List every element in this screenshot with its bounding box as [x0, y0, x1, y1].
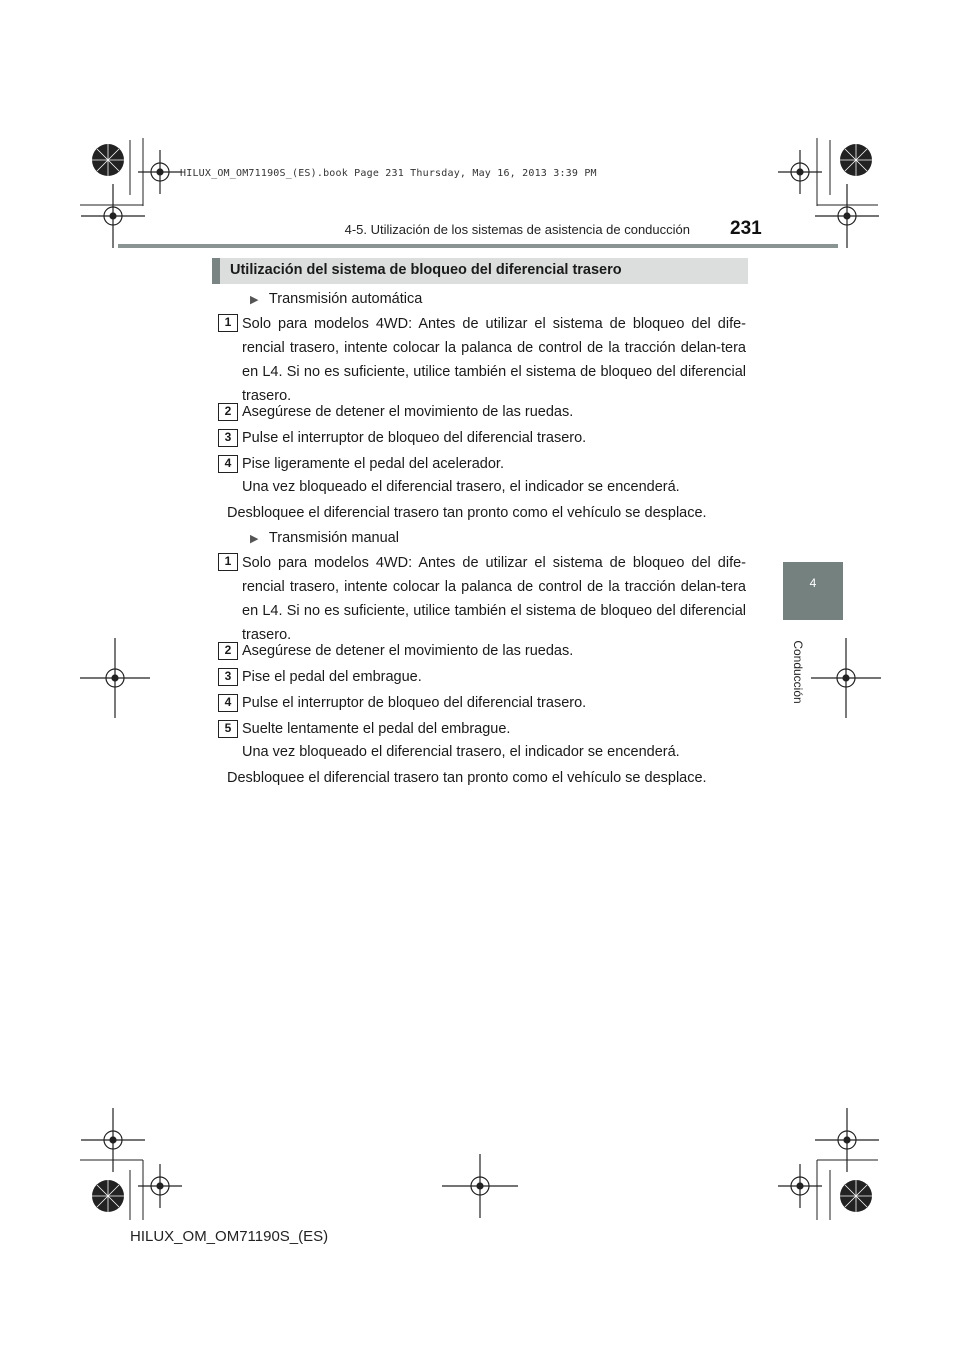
step-number: 2 — [218, 403, 238, 421]
step-text: Solo para modelos 4WD: Antes de utilizar el sistema de bloqueo del dife-rencial trasero, intente colocar la palanca de control de la tracción delan-tera en L4. Si no es suficiente, utilice también el sistema de bloqueo del diferencial trasero. — [242, 555, 746, 643]
section-title: Utilización del sistema de bloqueo del diferencial trasero — [230, 262, 622, 278]
automatic-heading: ▶ Transmisión automática — [250, 291, 423, 307]
chapter-tab — [783, 562, 843, 620]
header-rule — [118, 244, 838, 248]
page-number: 231 — [730, 218, 762, 239]
chapter-tab-number: 4 — [809, 576, 817, 590]
step-number: 1 — [218, 314, 238, 332]
step-number: 5 — [218, 720, 238, 738]
step-text: Pulse el interruptor de bloqueo del diferencial trasero. — [242, 430, 587, 446]
step-text-continued: Una vez bloqueado el diferencial trasero, el indicador se encenderá. — [242, 479, 680, 495]
step-text: Asegúrese de detener el movimiento de las ruedas. — [242, 643, 574, 659]
unlock-note: Desbloquee el diferencial trasero tan pronto como el vehículo se desplace. — [227, 770, 707, 786]
step-text: Pise el pedal del embrague. — [242, 669, 422, 685]
step-number: 4 — [218, 694, 238, 712]
unlock-note: Desbloquee el diferencial trasero tan pronto como el vehículo se desplace. — [227, 505, 707, 521]
step-text: Solo para modelos 4WD: Antes de utilizar el sistema de bloqueo del dife-rencial trasero, intente colocar la palanca de control de la tracción delan-tera en L4. Si no es suficiente, utilice también el sistema de bloqueo del diferencial trasero. — [242, 316, 746, 404]
print-info-line: HILUX_OM_OM71190S_(ES).book Page 231 Thursday, May 16, 2013 3:39 PM — [180, 168, 597, 179]
step-text: Suelte lentamente el pedal del embrague. — [242, 721, 511, 737]
triangle-bullet-icon: ▶ — [250, 294, 259, 306]
step-text-continued: Una vez bloqueado el diferencial trasero, el indicador se encenderá. — [242, 744, 680, 760]
step-number: 2 — [218, 642, 238, 660]
step-text: Pulse el interruptor de bloqueo del diferencial trasero. — [242, 695, 587, 711]
section-header — [212, 258, 748, 284]
step-number: 3 — [218, 429, 238, 447]
step-text: Pise ligeramente el pedal del acelerador. — [242, 456, 504, 472]
chapter-tab-label: Conducción — [791, 640, 805, 704]
triangle-bullet-icon: ▶ — [250, 533, 259, 545]
step-number: 3 — [218, 668, 238, 686]
step-number: 1 — [218, 553, 238, 571]
footer-manual-code: HILUX_OM_OM71190S_(ES) — [130, 1228, 329, 1245]
step-text: Asegúrese de detener el movimiento de las ruedas. — [242, 404, 574, 420]
page-header-title: 4-5. Utilización de los sistemas de asistencia de conducción — [344, 222, 690, 237]
manual-heading: ▶ Transmisión manual — [250, 530, 399, 546]
step-number: 4 — [218, 455, 238, 473]
